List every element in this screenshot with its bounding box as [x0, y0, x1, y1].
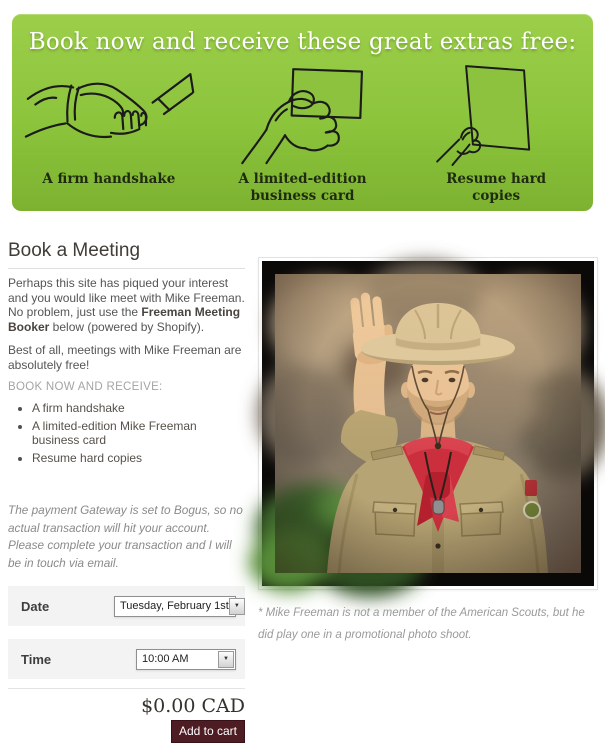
date-label: Date	[21, 598, 50, 614]
intro-paragraph	[8, 276, 245, 334]
list-item: • Resume hard copies	[32, 451, 245, 466]
page-title: Book a Meeting	[8, 240, 245, 269]
time-label: Time	[21, 651, 52, 667]
banner-item-handshake	[12, 57, 206, 205]
free-meetings-paragraph: Best of all, meetings with Mike Freeman are absolutely free!	[8, 343, 242, 372]
banner-title: Book now and receive these great extras free:	[28, 29, 577, 55]
banner-caption-handshake: A firm handshake	[42, 171, 176, 187]
cart-row	[8, 720, 245, 743]
photo-caption: * Mike Freeman is not a member of the American Scouts, but he did play one in a promotional photo shoot.	[258, 607, 585, 641]
date-select[interactable]	[114, 596, 240, 617]
intro-text-before: Perhaps this site has piqued your interest and you would like meet with Mike Freeman. No problem, just use the	[8, 276, 245, 319]
banner-caption-resume: Resume hard copies	[446, 171, 547, 204]
chevron-down-icon: ▼	[229, 598, 245, 615]
receive-heading: BOOK NOW AND RECEIVE:	[8, 381, 163, 393]
list-item: • A firm handshake	[32, 401, 245, 416]
date-row	[8, 586, 245, 626]
business-card-icon	[233, 61, 372, 165]
banner-item-business-card	[206, 57, 400, 205]
main-content	[0, 211, 605, 743]
payment-gateway-note: The payment Gateway is set to Bogus, so no actual transaction will hit your account. Please complete your transaction and I will be in touch via email.	[8, 503, 243, 570]
time-select[interactable]	[136, 649, 236, 670]
photo-black-border	[262, 261, 594, 586]
handshake-icon	[24, 61, 194, 165]
scout-photo	[275, 274, 581, 573]
banner-caption-business-card: A limited-edition business card	[238, 171, 367, 204]
add-to-cart-button[interactable]: Add to cart	[171, 720, 245, 743]
time-select-value: 10:00 AM	[142, 653, 189, 665]
intro-text-bold: Freeman Meeting Booker	[8, 305, 241, 334]
price-text: $0.00 CAD	[141, 695, 245, 717]
chevron-down-icon: ▼	[218, 651, 234, 668]
date-select-value: Tuesday, February 1st	[120, 600, 229, 612]
banner-item-resume	[399, 57, 593, 205]
intro-text-after: below (powered by Shopify).	[49, 319, 205, 334]
booking-column	[8, 240, 245, 743]
list-item: • A limited-edition Mike Freeman business card	[32, 419, 245, 448]
receive-list	[8, 401, 245, 465]
banner-items	[12, 57, 593, 205]
photo-frame	[258, 257, 598, 590]
time-row	[8, 639, 245, 679]
promo-banner	[12, 14, 593, 211]
resume-icon	[432, 61, 560, 165]
price-divider	[8, 688, 245, 689]
photo-column	[258, 240, 598, 743]
